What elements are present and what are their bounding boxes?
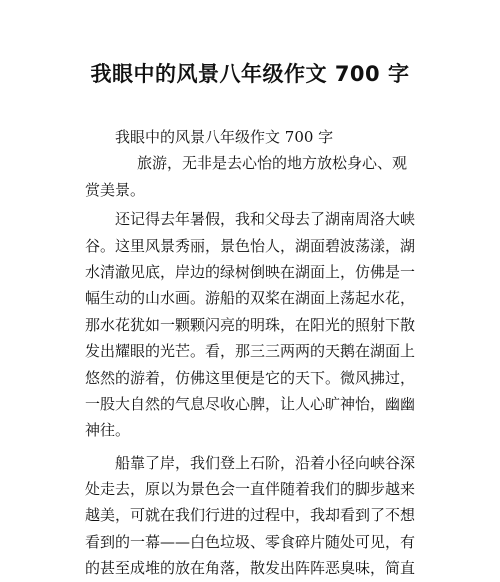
paragraph-line: 悠然的游着，仿佛这里便是它的天下。微风拂过， — [85, 368, 416, 387]
paragraph-line: 还记得去年暑假，我和父母去了湖南周洛大峡 — [115, 210, 416, 229]
paragraph-line: 幅生动的山水画。游船的双桨在湖面上荡起水花， — [85, 289, 416, 308]
paragraph-line: 越美，可就在我们行进的过程中，我却看到了不想 — [85, 506, 416, 525]
paragraph-2 — [85, 206, 425, 444]
paragraph-3 — [85, 450, 425, 582]
body-subtitle: 我眼中的风景八年级作文 700 字 — [115, 128, 334, 146]
paragraph-line: 看到的一幕——白色垃圾、零食碎片随处可见，有 — [85, 532, 416, 551]
paragraph-line: 赏美景。 — [85, 180, 146, 199]
paragraph-line: 一股大自然的气息尽收心脾，让人心旷神怡，幽幽 — [85, 394, 416, 413]
paragraph-line: 的甚至成堆的放在角落，散发出阵阵恶臭味，简直 — [85, 559, 416, 578]
paragraph-line: 处走去，原以为景色会一直伴随着我们的脚步越来 — [85, 480, 416, 499]
paragraph-line: 水清澈见底，岸边的绿树倒映在湖面上，仿佛是一 — [85, 262, 416, 281]
document-body — [85, 124, 425, 582]
paragraph-line: 神往。 — [85, 421, 131, 440]
paragraph-line: 船靠了岸，我们登上石阶，沿着小径向峡谷深 — [115, 453, 416, 472]
paragraph-line: 发出耀眼的光芒。看，那三三两两的天鹅在湖面上 — [85, 342, 416, 361]
paragraph-line: 旅游，无非是去心怡的地方放松身心、观 — [137, 154, 408, 173]
document-title: 我眼中的风景八年级作文 700 字 — [90, 62, 410, 86]
paragraph-line: 谷。这里风景秀丽，景色怡人，湖面碧波荡漾，湖 — [85, 236, 416, 255]
paragraph-1 — [85, 150, 425, 203]
paragraph-line: 那水花犹如一颗颗闪亮的明珠，在阳光的照射下散 — [85, 315, 416, 334]
